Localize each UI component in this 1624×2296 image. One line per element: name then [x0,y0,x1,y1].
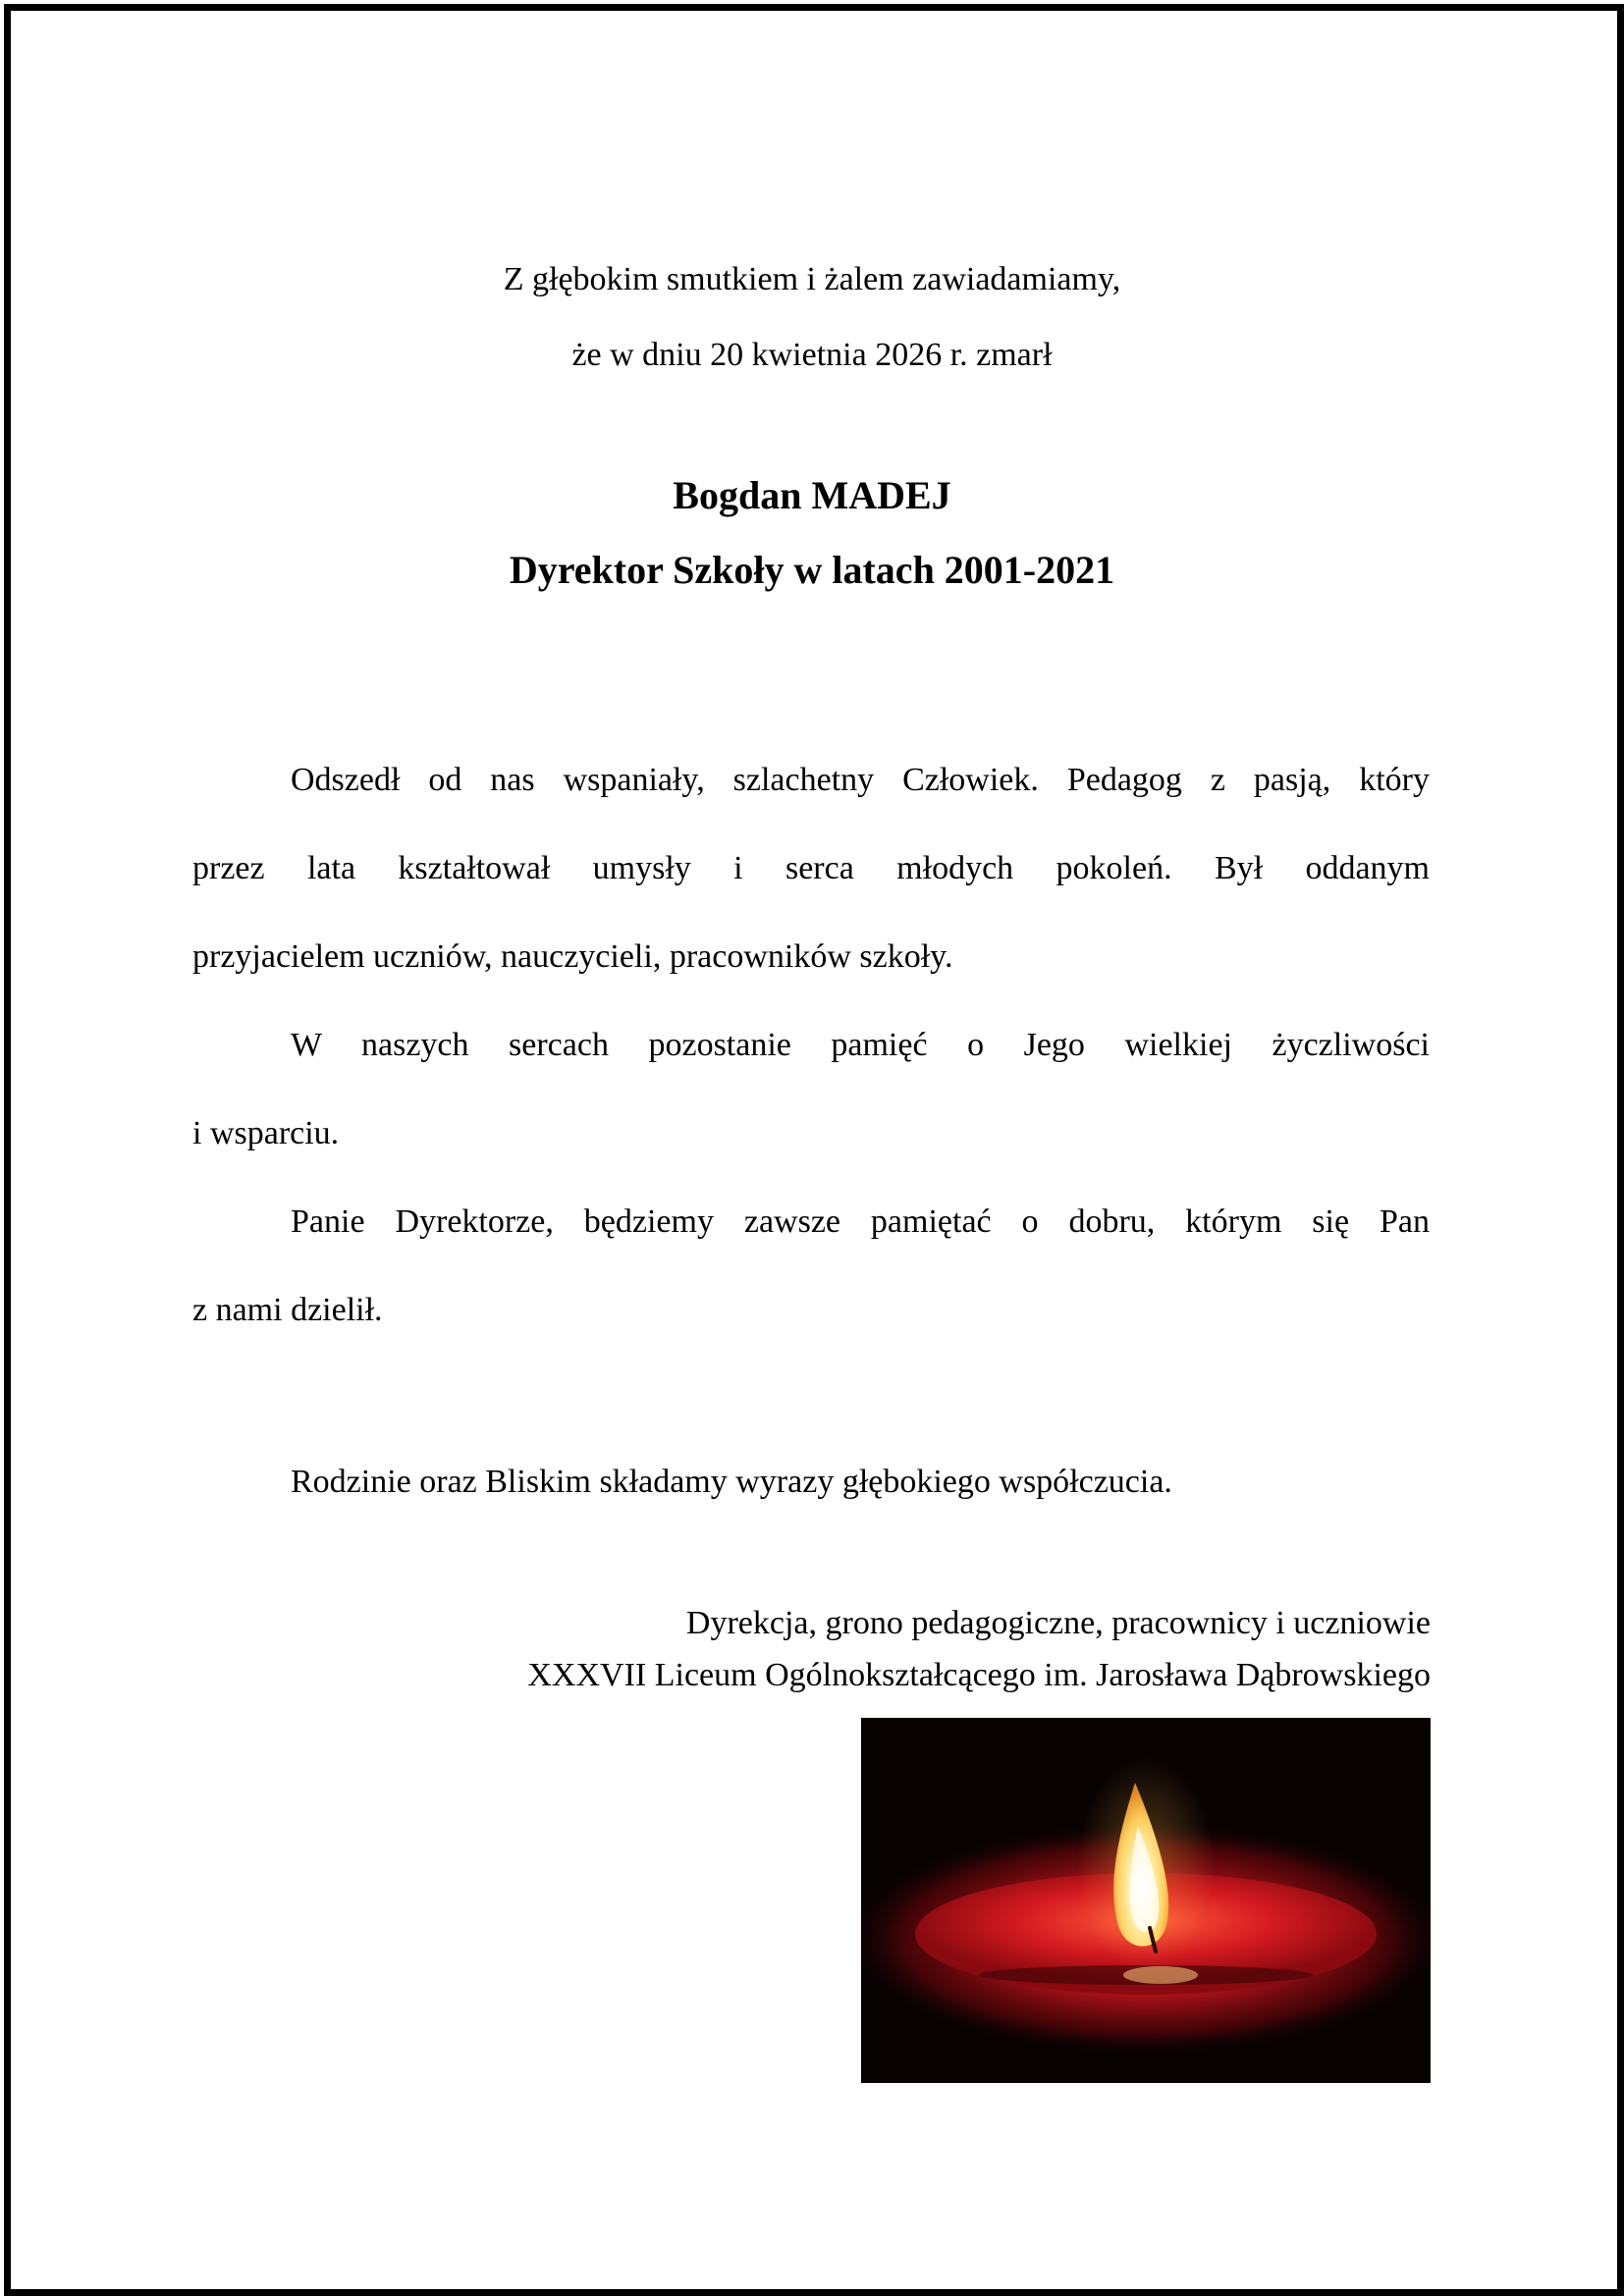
condolences-line: Rodzinie oraz Bliskim składamy wyrazy głębokiego współczucia. [291,1464,1172,1500]
paragraph-1-line-3: przyjacielem uczniów, nauczycieli, pracowników szkoły. [192,938,953,975]
paragraph-3-line-2: z nami dzielił. [192,1292,383,1328]
paragraph-1-line-2: przez lata kształtował umysły i serca młodych pokoleń. Był oddanym [192,850,1430,886]
paragraph-1-line-1: Odszedł od nas wspaniały, szlachetny Człowiek. Pedagog z pasją, który [291,762,1430,798]
intro-line-2: że w dniu 20 kwietnia 2026 r. zmarł [571,337,1053,373]
deceased-role: Dyrektor Szkoły w latach 2001-2021 [509,548,1115,592]
signature-line-2: XXXVII Liceum Ogólnokształcącego im. Jarosława Dąbrowskiego [527,1657,1431,1693]
candle-icon [861,1718,1431,2083]
paragraph-2-line-2: i wsparciu. [192,1115,340,1151]
paragraph-3-line-1: Panie Dyrektorze, będziemy zawsze pamiętać o dobru, którym się Pan [291,1203,1430,1240]
paragraph-2-line-1: W naszych sercach pozostanie pamięć o Jego wielkiej życzliwości [291,1027,1430,1063]
signature-line-1: Dyrekcja, grono pedagogiczne, pracownicy i uczniowie [685,1605,1431,1641]
intro-line-1: Z głębokim smutkiem i żalem zawiadamiamy, [503,261,1121,297]
deceased-name: Bogdan MADEJ [673,473,951,517]
